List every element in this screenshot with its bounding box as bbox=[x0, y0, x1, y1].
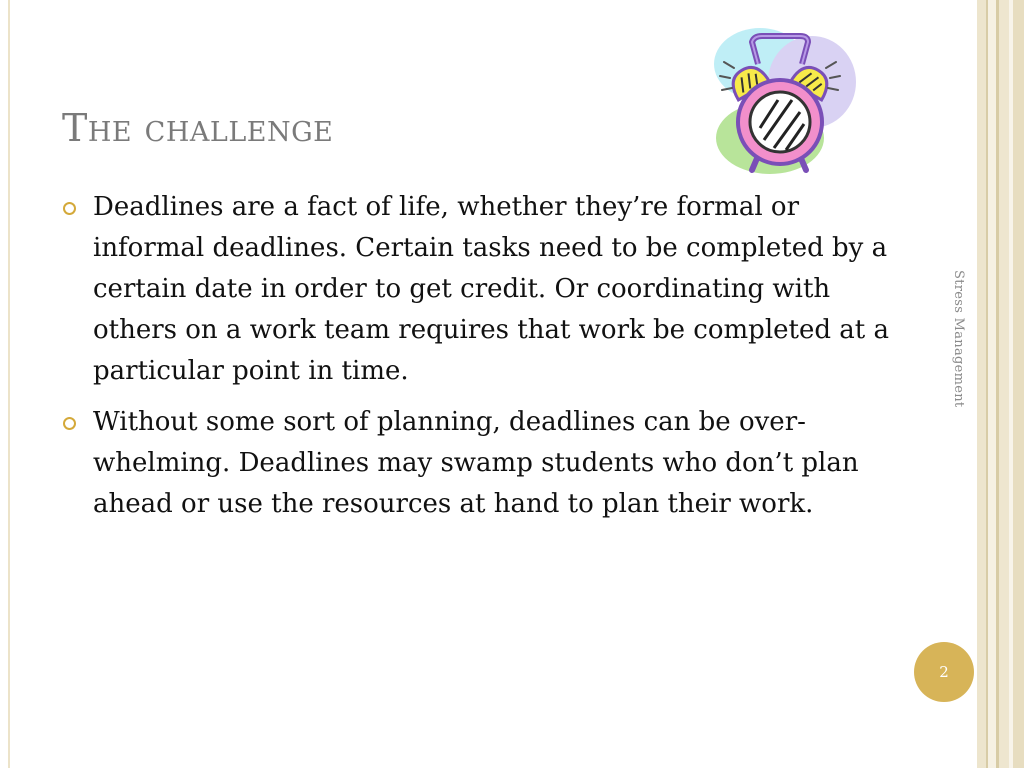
right-border-stripe bbox=[977, 0, 986, 768]
alarm-clock-icon bbox=[700, 24, 860, 176]
bullet-list bbox=[62, 187, 892, 535]
list-item bbox=[62, 187, 892, 392]
page-number: 2 bbox=[939, 663, 949, 681]
list-item bbox=[62, 402, 892, 525]
right-border-stripe bbox=[988, 0, 996, 768]
bullet-circle-icon bbox=[63, 417, 76, 430]
footer-side-label: Stress Management bbox=[951, 270, 966, 408]
bullet-text: Deadlines are a fact of life, whether they’re formal or informal deadlines. Certain tasks need to be completed by a certain date in order to get credit. Or coordinating with others on a work team requires that work be completed at a particular point in time. bbox=[93, 192, 889, 386]
right-border-stripe bbox=[1013, 0, 1024, 768]
bullet-circle-icon bbox=[63, 202, 76, 215]
left-border bbox=[8, 0, 10, 768]
right-border-stripe bbox=[999, 0, 1009, 768]
bullet-text: Without some sort of planning, deadlines can be over-whelming. Deadlines may swamp students who don’t plan ahead or use the resources at hand to plan their work. bbox=[93, 407, 859, 519]
slide-title: The challenge bbox=[62, 106, 334, 150]
page-number-badge bbox=[914, 642, 974, 702]
